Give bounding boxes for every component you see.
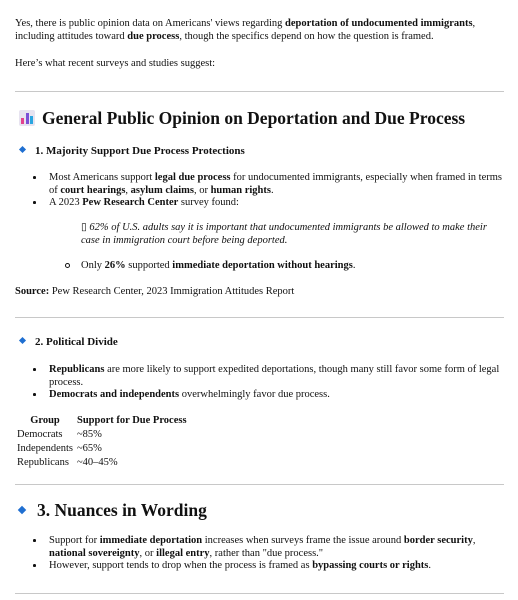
bullet-dot-icon: [33, 539, 36, 542]
section-heading-general: [19, 107, 465, 129]
divider: [15, 91, 504, 92]
list-item: [49, 363, 504, 389]
bold-text: immediate deportation: [99, 535, 203, 546]
intro-paragraph: [15, 17, 510, 43]
bold-text: immediate deportation without hearings: [172, 260, 353, 271]
table-header-row: [17, 414, 187, 428]
text-run: .: [428, 560, 432, 571]
text-run: .: [270, 185, 274, 196]
bold-text: legal due process: [154, 172, 231, 183]
sub-list-item: [81, 259, 501, 272]
table-header: Support for Due Process: [76, 415, 187, 426]
text-run: overwhelmingly favor due process.: [179, 389, 330, 400]
text-run: Support for: [49, 535, 100, 546]
list-item: [49, 196, 504, 209]
subheading-majority-support: [20, 144, 245, 158]
bold-text: Republicans: [49, 364, 105, 375]
text-run: A 2023: [49, 197, 83, 208]
text-run: are more likely to support expedited deportations, though many still favor some form of legal process.: [49, 364, 500, 388]
section-title: 3. Nuances in Wording: [37, 500, 207, 520]
text-run: .: [352, 260, 356, 271]
text-run: However, support tends to drop when the process is framed as: [49, 560, 313, 571]
survey-quote: [81, 221, 506, 247]
table-cell: ~85%: [76, 429, 102, 440]
subheading-text: 2. Political Divide: [35, 336, 118, 348]
bullet-dot-icon: [33, 368, 36, 371]
divider: [15, 484, 504, 485]
bullet-dot-icon: [33, 393, 36, 396]
table-cell: ~65%: [76, 443, 102, 454]
table-row: [17, 456, 187, 470]
bold-text: national sovereignty: [49, 548, 140, 559]
divider: [15, 317, 504, 318]
bullet-dot-icon: [33, 176, 36, 179]
bold-text: court hearings: [60, 185, 126, 196]
list-item: [49, 388, 504, 401]
intro-lead-in: Here’s what recent surveys and studies suggest:: [15, 58, 216, 69]
text-run: Most Americans support: [49, 172, 155, 183]
quote-text: 62% of U.S. adults say it is important that undocumented immigrants be allowed to make their case in immigration court before being deported.: [81, 222, 487, 246]
bold-text: due process: [127, 31, 180, 42]
bold-text: border security: [403, 535, 473, 546]
diamond-bullet-icon: [19, 146, 26, 153]
text-run: , rather than "due process.": [209, 548, 324, 559]
source-label: Source:: [15, 286, 50, 297]
text-run: , or: [193, 185, 211, 196]
chart-bar: [21, 118, 24, 124]
text-run: survey found:: [178, 197, 239, 208]
divider: [15, 593, 504, 594]
list-item: [49, 171, 504, 197]
list-item: [49, 559, 504, 572]
text-run: , or: [139, 548, 157, 559]
support-table: [17, 414, 187, 470]
section-title: General Public Opinion on Deportation and Due Process: [42, 108, 466, 128]
source-citation: [15, 285, 294, 298]
subheading-political-divide: [20, 335, 118, 349]
text-run: , though the specifics depend on how the question is framed.: [179, 31, 434, 42]
hollow-bullet-icon: [65, 263, 70, 268]
list-item: [49, 534, 504, 560]
table-row: [17, 428, 187, 442]
text-run: Yes, there is public opinion data on Americans' views regarding: [15, 18, 285, 29]
bold-text: illegal entry: [156, 548, 210, 559]
bold-text: human rights: [210, 185, 271, 196]
table-cell: Democrats: [17, 429, 63, 440]
bullet-dot-icon: [33, 201, 36, 204]
chart-bar: [30, 116, 33, 124]
missing-glyph-icon: ▯: [81, 222, 87, 233]
diamond-bullet-icon: [18, 506, 26, 514]
bold-text: deportation of undocumented immigrants: [284, 18, 473, 29]
bold-text: Democrats and independents: [49, 389, 180, 400]
table-header: Group: [30, 415, 60, 426]
bar-chart-icon: [19, 110, 35, 126]
table-cell: Republicans: [17, 457, 69, 468]
section-heading-nuances: [19, 499, 207, 521]
text-run: ,: [125, 185, 131, 196]
bold-text: asylum claims: [130, 185, 194, 196]
text-run: ,: [472, 535, 476, 546]
bold-text: Pew Research Center: [82, 197, 179, 208]
subheading-text: 1. Majority Support Due Process Protections: [35, 145, 245, 157]
text-run: Only: [81, 260, 105, 271]
text-run: , including attitudes toward: [15, 18, 476, 42]
text-run: for undocumented immigrants, especially when framed in terms of: [49, 172, 502, 196]
text-run: supported: [125, 260, 173, 271]
bold-text: bypassing courts or rights: [312, 560, 429, 571]
text-run: increases when surveys frame the issue around: [202, 535, 404, 546]
bold-text: 26%: [104, 260, 126, 271]
table-cell: ~40–45%: [76, 457, 118, 468]
source-text: Pew Research Center, 2023 Immigration Attitudes Report: [49, 286, 295, 297]
diamond-bullet-icon: [19, 337, 26, 344]
bullet-dot-icon: [33, 564, 36, 567]
table-cell: Independents: [17, 443, 73, 454]
chart-bar: [26, 113, 29, 124]
table-row: [17, 442, 187, 456]
